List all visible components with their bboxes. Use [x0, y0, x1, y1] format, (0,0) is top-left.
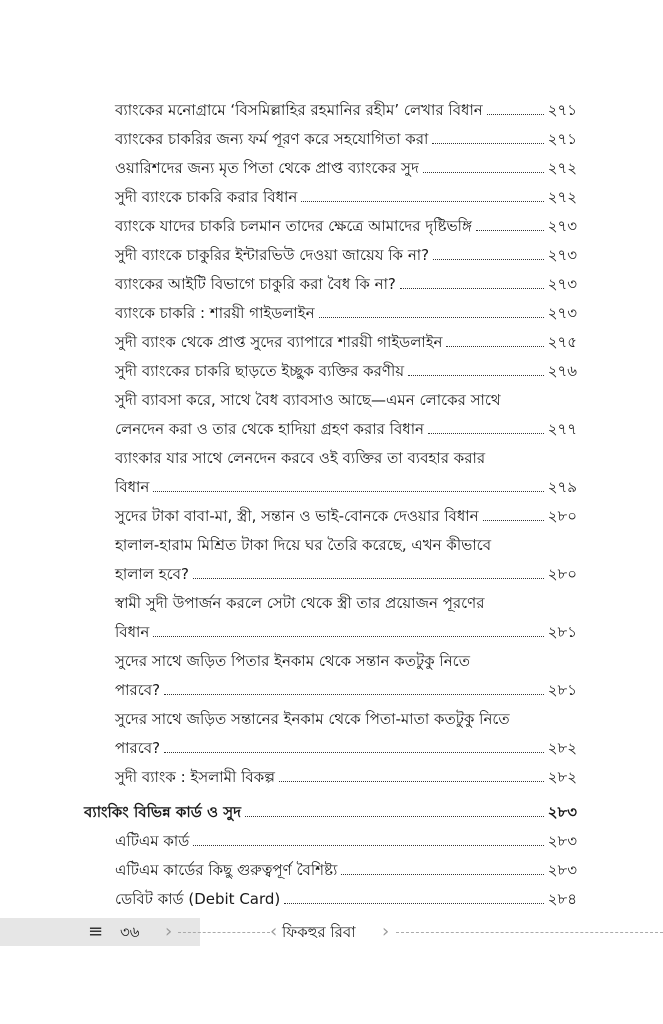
toc-page-number: ২৭৯	[547, 478, 577, 496]
dot-leader	[301, 200, 543, 202]
toc-entry	[0, 386, 663, 444]
toc-title: সুদী ব্যাংকের চাকরি ছাড়তে ইচ্ছুক ব্যক্তির করণীয়	[115, 362, 405, 380]
toc-entry	[0, 241, 663, 270]
toc-line	[0, 734, 663, 763]
toc-page-number: ২৮১	[547, 623, 577, 641]
toc-entry	[0, 444, 663, 502]
toc-entry	[0, 827, 663, 856]
toc-line	[0, 798, 663, 827]
toc-line	[0, 885, 663, 914]
toc-page-number: ২৭১	[547, 130, 577, 148]
toc-entry	[0, 531, 663, 589]
dot-leader	[341, 873, 543, 875]
dot-leader	[408, 374, 544, 376]
toc-line	[0, 444, 663, 473]
toc-title: বিধান	[115, 478, 150, 496]
book-title: ফিকহুর রিবা	[282, 923, 356, 941]
toc-entry	[0, 885, 663, 914]
toc-page-number: ২৭১	[547, 101, 577, 119]
toc-line	[0, 212, 663, 241]
toc-title: লেনদেন করা ও তার থেকে হাদিয়া গ্রহণ করার বিধান	[115, 420, 425, 438]
toc-title: ব্যাংকে যাদের চাকরি চলমান তাদের ক্ষেত্রে আমাদের দৃষ্টিভঙ্গি	[115, 217, 472, 235]
toc-entry	[0, 647, 663, 705]
toc-page-number: ২৮৩	[547, 832, 577, 850]
dot-leader	[428, 432, 544, 434]
toc-line	[0, 241, 663, 270]
toc-entry	[0, 270, 663, 299]
dot-leader	[476, 229, 544, 231]
dot-leader	[433, 258, 544, 260]
toc-line	[0, 647, 663, 676]
toc-title: এটিএম কার্ডের কিছু গুরুত্বপূর্ণ বৈশিষ্ট্য	[115, 861, 338, 879]
toc-line	[0, 856, 663, 885]
toc-line	[0, 502, 663, 531]
dot-leader	[153, 635, 543, 637]
dot-leader	[483, 519, 544, 521]
toc-line	[0, 154, 663, 183]
dot-leader	[423, 171, 544, 173]
dot-leader	[193, 844, 543, 846]
toc-entry	[0, 502, 663, 531]
page-footer	[0, 918, 663, 946]
toc-entry	[0, 299, 663, 328]
toc-title: ওয়ারিশদের জন্য মৃত পিতা থেকে প্রাপ্ত ব্যাংকের সুদ	[115, 159, 419, 177]
toc-line	[0, 705, 663, 734]
toc-title: ডেবিট কার্ড (Debit Card)	[115, 890, 281, 908]
toc-page-number: ২৭৩	[547, 304, 577, 322]
toc-page-number: ২৭৩	[547, 246, 577, 264]
footer-rule-right	[396, 932, 663, 933]
toc-line	[0, 827, 663, 856]
toc-section-heading	[0, 798, 663, 827]
dot-leader	[319, 316, 544, 318]
dot-leader	[446, 345, 543, 347]
toc-page-number: ২৮৪	[547, 890, 577, 908]
toc-entry	[0, 357, 663, 386]
toc-page-number: ২৮২	[547, 768, 577, 786]
chevron-right-icon: ›	[165, 921, 173, 942]
toc-page-number: ২৮০	[547, 565, 577, 583]
toc-title: ব্যাংকার যার সাথে লেনদেন করবে ওই ব্যক্তির তা ব্যবহার করার	[115, 449, 486, 467]
toc-page-number: ২৮০	[547, 507, 577, 525]
toc-title: সুদী ব্যাংকে চাকরি করার বিধান	[115, 188, 298, 206]
toc-title: এটিএম কার্ড	[115, 832, 190, 850]
toc-title: সুদী ব্যাংকে চাকুরির ইন্টারভিউ দেওয়া জায়েয কি না?	[115, 246, 430, 264]
toc-entry	[0, 154, 663, 183]
toc-title: সুদের টাকা বাবা-মা, স্ত্রী, সন্তান ও ভাই-বোনকে দেওয়ার বিধান	[115, 507, 479, 525]
toc-title: ব্যাংকিং বিভিন্ন কার্ড ও সুদ	[84, 803, 242, 821]
toc-line	[0, 589, 663, 618]
toc-line	[0, 531, 663, 560]
toc-title: সুদের সাথে জড়িত পিতার ইনকাম থেকে সন্তান কতটুকু নিতে	[115, 652, 470, 670]
chevron-left-icon: ‹	[270, 921, 278, 942]
table-of-contents	[0, 96, 663, 914]
toc-entry	[0, 705, 663, 763]
toc-title: ব্যাংকের চাকরির জন্য ফর্ম পূরণ করে সহযোগিতা করা	[115, 130, 429, 148]
toc-line	[0, 473, 663, 502]
toc-title: সুদী ব্যাংক : ইসলামী বিকল্প	[115, 768, 275, 786]
dot-leader	[164, 751, 544, 753]
toc-entry	[0, 212, 663, 241]
toc-entry	[0, 125, 663, 154]
toc-entry	[0, 763, 663, 792]
toc-title: পারবে?	[115, 739, 161, 757]
toc-line	[0, 270, 663, 299]
chevron-right-icon: ›	[382, 921, 390, 942]
toc-line	[0, 357, 663, 386]
toc-line	[0, 560, 663, 589]
toc-line	[0, 676, 663, 705]
footer-rule-left	[178, 932, 270, 933]
toc-page-number: ২৮৩	[547, 861, 577, 879]
toc-page-number: ২৭৫	[547, 333, 577, 351]
toc-page-number: ২৭৭	[547, 420, 577, 438]
dot-leader	[193, 577, 544, 579]
toc-page-number: ২৭৩	[547, 275, 577, 293]
toc-title: হালাল-হারাম মিশ্রিত টাকা দিয়ে ঘর তৈরি করেছে, এখন কীভাবে	[115, 536, 492, 554]
toc-page-number: ২৮২	[547, 739, 577, 757]
toc-line	[0, 299, 663, 328]
toc-entry	[0, 328, 663, 357]
page-number: ৩৬	[120, 923, 140, 941]
toc-title: সুদী ব্যাবসা করে, সাথে বৈধ ব্যাবসাও আছে—এমন লোকের সাথে	[115, 391, 501, 409]
toc-page-number: ২৮৩	[547, 803, 577, 821]
toc-line	[0, 183, 663, 212]
book-list-icon: ≡	[88, 921, 104, 942]
dot-leader	[284, 902, 543, 904]
toc-line	[0, 618, 663, 647]
toc-title: ব্যাংকের আইটি বিভাগে চাকুরি করা বৈধ কি না?	[115, 275, 396, 293]
toc-line	[0, 415, 663, 444]
toc-line	[0, 125, 663, 154]
toc-page-number: ২৭২	[547, 159, 577, 177]
dot-leader	[487, 113, 544, 115]
toc-line	[0, 96, 663, 125]
dot-leader	[400, 287, 544, 289]
dot-leader	[432, 142, 543, 144]
toc-line	[0, 386, 663, 415]
toc-title: বিধান	[115, 623, 150, 641]
toc-page-number: ২৭৩	[547, 217, 577, 235]
toc-entry	[0, 589, 663, 647]
toc-title: স্বামী সুদী উপার্জন করলে সেটা থেকে স্ত্রী তার প্রয়োজন পূরণের	[115, 594, 485, 612]
toc-page-number: ২৭৬	[547, 362, 577, 380]
toc-title: পারবে?	[115, 681, 161, 699]
toc-line	[0, 328, 663, 357]
toc-title: সুদী ব্যাংক থেকে প্রাপ্ত সুদের ব্যাপারে শারয়ী গাইডলাইন	[115, 333, 443, 351]
toc-page-number: ২৮১	[547, 681, 577, 699]
toc-entry	[0, 96, 663, 125]
toc-entry	[0, 183, 663, 212]
toc-title: হালাল হবে?	[115, 565, 189, 583]
toc-page-number: ২৭২	[547, 188, 577, 206]
dot-leader	[153, 490, 543, 492]
dot-leader	[245, 815, 544, 817]
dot-leader	[279, 780, 544, 782]
toc-title: সুদের সাথে জড়িত সন্তানের ইনকাম থেকে পিতা-মাতা কতটুকু নিতে	[115, 710, 510, 728]
toc-title: ব্যাংকের মনোগ্রামে ‘বিসমিল্লাহির রহমানির রহীম’ লেখার বিধান	[115, 101, 483, 119]
toc-title: ব্যাংকে চাকরি : শারয়ী গাইডলাইন	[115, 304, 315, 322]
toc-entry	[0, 856, 663, 885]
dot-leader	[164, 693, 544, 695]
toc-line	[0, 763, 663, 792]
